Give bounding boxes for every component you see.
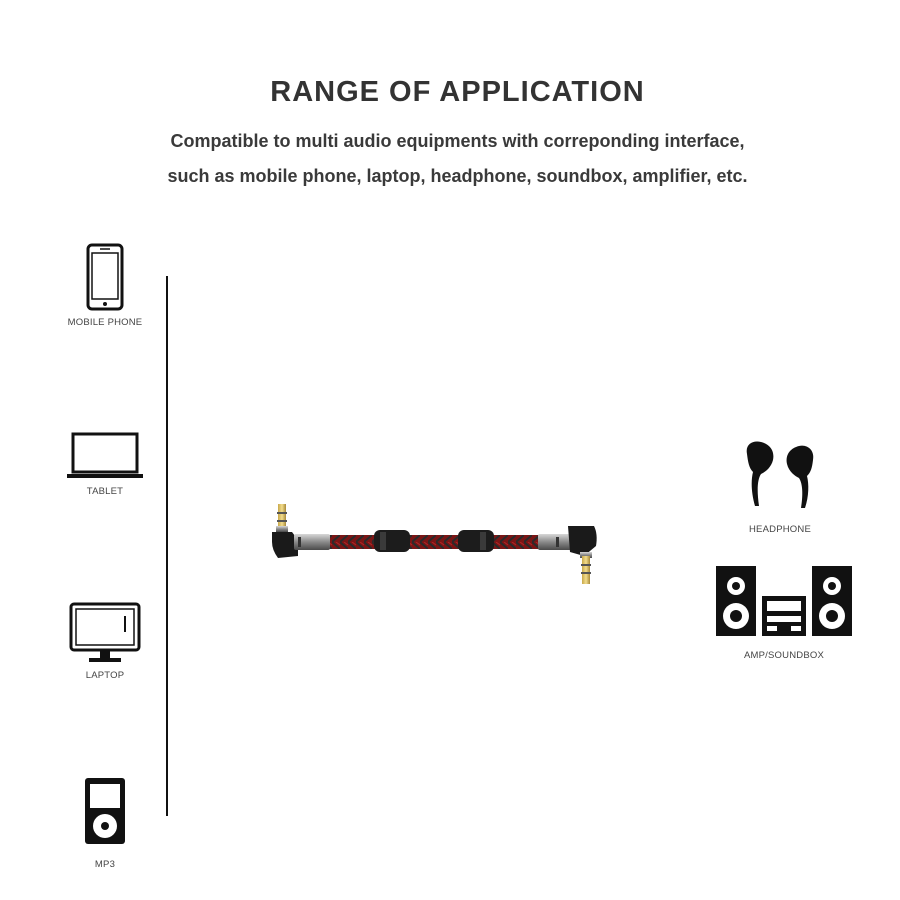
device-label: MOBILE PHONE [67,317,143,328]
device-tablet [60,432,150,497]
audio-cable-image [268,500,604,593]
stereo-system-icon [716,566,852,636]
device-label: LAPTOP [85,670,125,681]
device-mp3 [60,777,150,870]
audio-cable-icon [268,500,604,588]
monitor-icon [69,602,141,664]
laptop-outline-icon [67,432,143,480]
device-label: TABLET [86,486,124,497]
device-headphone [725,440,835,535]
earphones-icon [743,440,817,510]
mp3-player-icon [84,777,126,845]
device-laptop [60,602,150,681]
device-amp-soundbox [712,566,856,661]
subtitle-line-2: such as mobile phone, laptop, headphone, soundbox, amplifier, etc. [167,166,748,186]
page-title: RANGE OF APPLICATION [270,76,645,108]
mobile-phone-icon [85,243,125,311]
device-mobile-phone [60,243,150,328]
device-label: HEADPHONE [749,524,811,535]
divider-line [166,276,168,816]
device-label: MP3 [94,859,116,870]
device-label: AMP/SOUNDBOX [744,650,824,661]
subtitle-line-1: Compatible to multi audio equipments with correponding interface, [170,131,745,151]
